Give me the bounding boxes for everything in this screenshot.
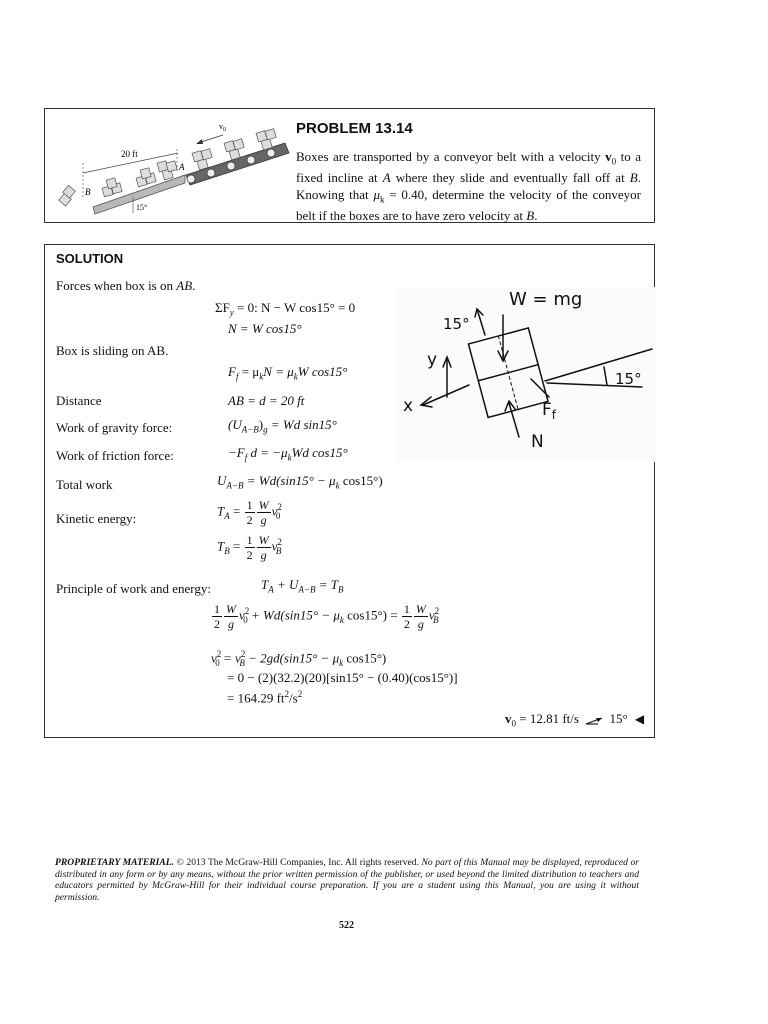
free-body-diagram	[397, 287, 657, 462]
tb-equation: $T_B$ = $\frac{1}{2}$ $\frac{W}{g}$ $v^2_B$	[217, 533, 282, 562]
problem-title: PROBLEM 13.14	[296, 120, 413, 137]
total-work-label: Total work	[56, 477, 113, 492]
energy-equation: $\frac{1}{2}$ $\frac{W}{g}$ $v^2_0 + Wd(\sin 15^\circ - \mu_k$ cos15°) = $\frac{1}{2}$ $\frac{W}{g}$ $v^2_B$	[214, 602, 440, 631]
fbd-y-axis-label: y	[427, 350, 438, 370]
velocity-arrowhead	[196, 139, 203, 144]
angle-label: 15°	[136, 203, 148, 212]
friction-equation: $F_f = \mu_kN = \mu_kW$ cos15°	[228, 364, 348, 382]
v0-squared-equation: $v^2_0 = v^2_B - 2gd(\sin 15^\circ - \mu_k$ cos15°)	[211, 649, 387, 668]
forces-intro: Forces when box is on AB.	[56, 278, 196, 293]
falling-box	[59, 185, 76, 206]
solution-box	[44, 244, 655, 738]
footer-notice: PROPRIETARY MATERIAL. © 2013 The McGraw-Hill Companies, Inc. All rights reserved. No part of this Manual may be displayed, reproduced or distributed in any form or by any means, without the prior written permission of the publisher, or used beyond the limited distribution to teachers and educators permitted by McGraw-Hill for their individual course preparation. If you are a student using this Manual, you are using it without permission.	[55, 857, 639, 903]
sliding-label: Box is sliding on AB.	[56, 343, 169, 358]
distance-label: 20 ft	[121, 149, 138, 159]
distance-label: Distance	[56, 393, 102, 408]
kinetic-energy-label: Kinetic energy:	[56, 511, 137, 526]
fbd-x-axis	[423, 385, 469, 405]
ta-equation: $T_A$ = $\frac{1}{2}$ $\frac{W}{g}$ $v^2_0$	[217, 498, 282, 527]
total-work-equation: $U_{A-B} = Wd(\sin 15^\circ - \mu_k$ cos15°)	[217, 473, 383, 491]
fbd-weight-label: W = mg	[509, 289, 583, 310]
conveyor-figure	[53, 113, 293, 218]
problem-statement: Boxes are transported by a conveyor belt with a velocity $v_0$ to a fixed incline at A where they slide and eventually fall off at B. Knowing that $\mu_k = 0.40$, determine the velocity of the conveyor belt if the boxes are to have zero velocity at B.	[296, 149, 641, 223]
fbd-normal-label: N	[531, 432, 544, 452]
page-number: 522	[339, 920, 354, 931]
fbd-x-axis-label: x	[403, 396, 414, 416]
velocity-label: $v_0$	[219, 122, 226, 133]
fbd-angle-arc	[604, 367, 607, 385]
gravity-work-label: Work of gravity force:	[56, 420, 173, 435]
fbd-friction-label: $F_f$	[542, 400, 557, 422]
fbd-angle-top: 15°	[443, 315, 470, 333]
normal-equation: N = W cos15°	[228, 321, 302, 336]
calc-line-1: = 0 − (2)(32.2)(20)[sin15° − (0.40)(cos15°)]	[227, 670, 458, 685]
problem-box	[44, 108, 655, 223]
calc-line-2: = 164.29 $ft^2/s^2$	[227, 689, 303, 706]
point-a-label: A	[179, 162, 185, 172]
fbd-friction-arrow	[531, 379, 549, 397]
answer-marker-icon: ◀	[634, 712, 645, 726]
distance-equation: AB = d = 20 ft	[228, 393, 305, 408]
friction-work-label: Work of friction force:	[56, 448, 174, 463]
fbd-angle-right: 15°	[615, 370, 642, 388]
solution-heading: SOLUTION	[56, 251, 124, 266]
answer: $v_0 = 12.81$ ft/s 15° ◀	[505, 711, 645, 729]
sum-fy-equation: $\Sigma F_y = 0$: N − W cos15° = 0	[215, 300, 356, 318]
gravity-work-equation: $(U_{A-B})_g = Wd$ sin15°	[228, 417, 337, 435]
point-b-label: B	[85, 187, 91, 197]
friction-work-equation: $-F_f$ $d = -\mu_kWd$ cos15°	[228, 445, 348, 463]
principle-equation: $T_A + U_{A-B} = T_B$	[261, 577, 344, 595]
angle-direction-icon	[584, 714, 604, 726]
principle-label: Principle of work and energy:	[56, 581, 211, 596]
